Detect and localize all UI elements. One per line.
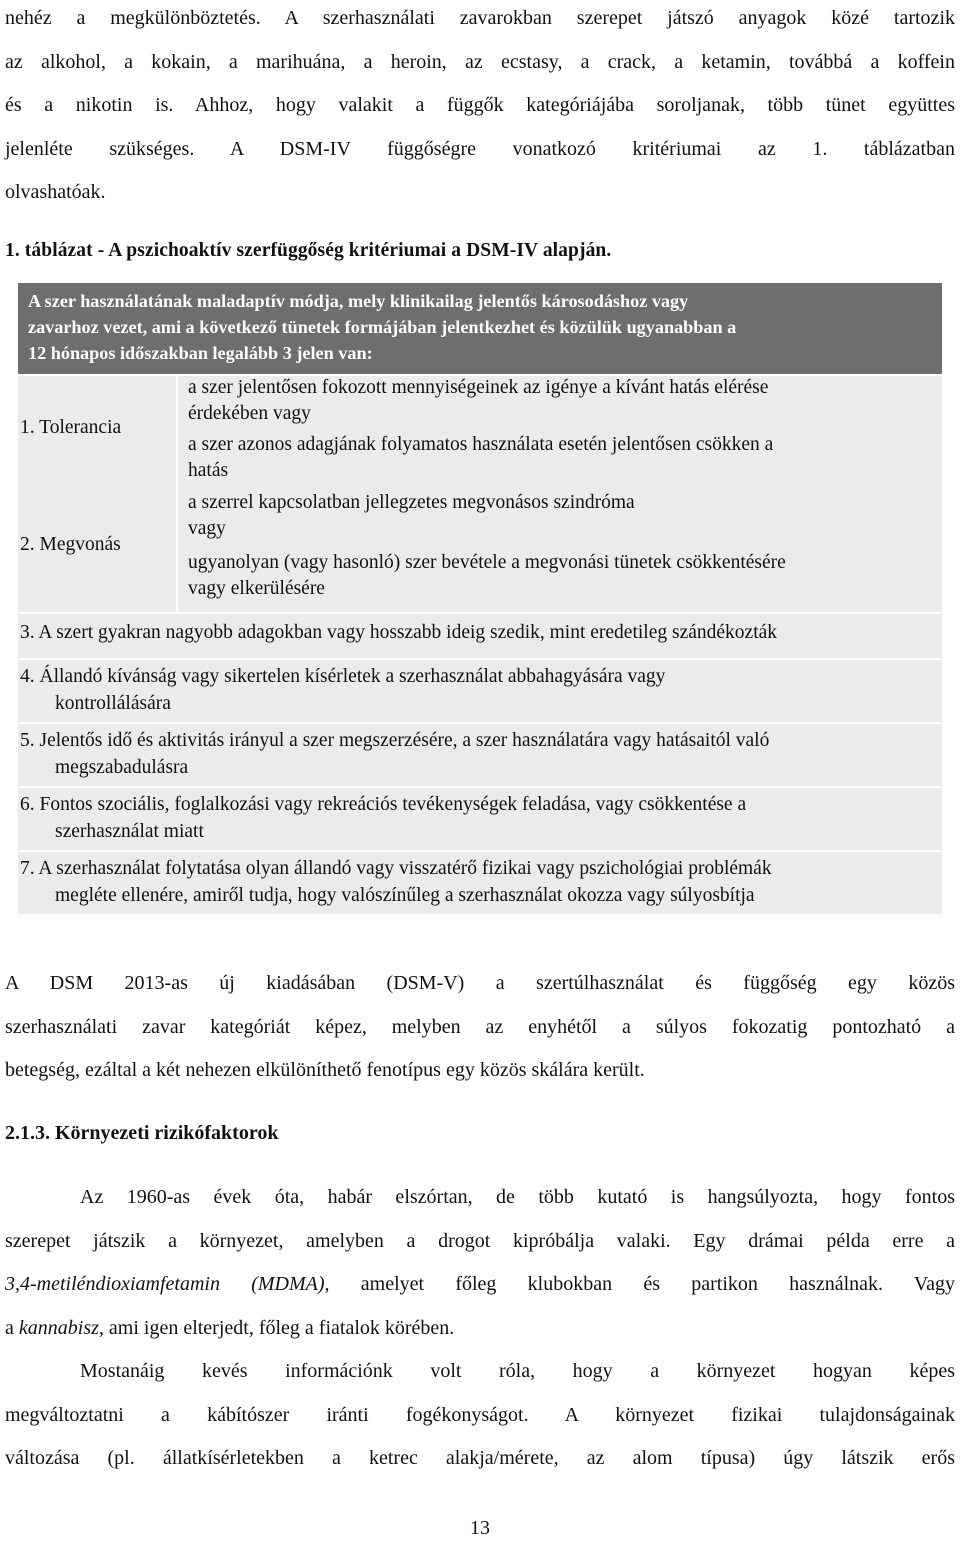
criterion-text-cont: megszabadulásra — [55, 756, 189, 778]
env-line: Mostanáig kevés információnk volt róla, hogy a környezet hogyan képes — [80, 1360, 955, 1382]
environment-paragraph-1 — [5, 1176, 955, 1350]
detail-line: a szer azonos adagjának folyamatos használata esetén jelentősen csökken a — [188, 434, 774, 455]
dsm5-line: betegség, ezáltal a két nehezen elkülöníthető fenotípus egy közös skálára került. — [5, 1059, 645, 1081]
intro-line: és a nikotin is. Ahhoz, hogy valakit a függők kategóriájába soroljanak, több tünet együttes — [5, 94, 955, 116]
intro-line: nehéz a megkülönböztetés. A szerhasználati zavarokban szerepet játszó anyagok közé tartozik — [5, 7, 955, 29]
env-line: szerepet játszik a környezet, amelyben a drogot kipróbálja valaki. Egy drámai példa erre a — [5, 1229, 955, 1252]
dsm5-line: szerhasználati zavar kategóriát képez, melyben az enyhétől a súlyos fokozatig pontozható a — [5, 1015, 955, 1038]
env-line-rest: , ami igen elterjedt, főleg a fiatalok körében. — [98, 1316, 455, 1339]
environment-paragraph-2 — [5, 1350, 955, 1481]
detail-line: vagy — [188, 518, 226, 539]
criterion-text-cont: kontrollálására — [55, 692, 171, 714]
table-header-line: 12 hónapos időszakban legalább 3 jelen van: — [28, 343, 373, 363]
criterion-text-cont: szerhasználat miatt — [55, 820, 204, 842]
env-line — [5, 1307, 955, 1351]
criterion-text: 5. Jelentős idő és aktivitás irányul a szer megszerzésére, a szer használatára vagy hatásaitól való — [20, 730, 770, 751]
env-line-rest: , amelyet főleg klubokban és partikon használnak. Vagy — [324, 1273, 955, 1295]
intro-line: olvashatóak. — [5, 181, 106, 203]
env-line — [5, 1263, 955, 1307]
table-header-line: A szer használatának maladaptív módja, mely klinikailag jelentős károsodáshoz vagy — [28, 291, 689, 311]
page-number: 13 — [470, 1517, 490, 1539]
criteria-details-cell — [178, 376, 942, 612]
criterion-withdrawal: 2. Megvonás — [20, 534, 121, 555]
dsm5-line: A DSM 2013-as új kiadásában (DSM-V) a szertúlhasználat és függőség egy közös — [5, 972, 955, 994]
table-header — [18, 283, 942, 374]
detail-line: hatás — [188, 460, 229, 481]
detail-line: ugyanolyan (vagy hasonló) szer bevétele a megvonási tünetek csökkentésére — [188, 552, 786, 573]
detail-line: a szer jelentősen fokozott mennyiségeinek az igénye a kívánt hatás elérése — [188, 377, 769, 398]
env-line: Az 1960-as évek óta, habár elszórtan, de több kutató is hangsúlyozta, hogy fontos — [80, 1186, 955, 1208]
criterion-row-5 — [18, 724, 942, 786]
criterion-text: 3. A szert gyakran nagyobb adagokban vagy hosszabb ideig szedik, mint eredetileg szándékozták — [20, 622, 778, 643]
table-header-line: zavarhoz vezet, ami a következő tünetek formájában jelentkezhet és közülük ugyanabban a — [28, 317, 737, 337]
intro-line: az alkohol, a kokain, a marihuána, a heroin, az ecstasy, a crack, a ketamin, továbbá a koffein — [5, 50, 955, 73]
detail-line: vagy elkerülésére — [188, 578, 325, 599]
criteria-table — [18, 283, 942, 914]
criterion-row-4 — [18, 660, 942, 722]
criterion-row-3 — [18, 614, 942, 658]
cannabis-term: kannabisz — [18, 1316, 99, 1339]
criteria-labels-cell — [18, 376, 176, 612]
criterion-text-cont: megléte ellenére, amiről tudja, hogy valószínűleg a szerhasználat okozza vagy súlyosbítja — [55, 884, 755, 906]
criterion-tolerance: 1. Tolerancia — [20, 417, 122, 438]
criteria-detail-block — [18, 376, 942, 612]
dsm5-paragraph — [5, 962, 955, 1093]
mdma-term: 3,4-metiléndioxiamfetamin (MDMA) — [5, 1273, 325, 1295]
intro-paragraph — [5, 0, 955, 215]
table-caption: 1. táblázat - A pszichoaktív szerfüggőség kritériumai a DSM-IV alapján. — [5, 240, 612, 261]
criterion-row-6 — [18, 788, 942, 850]
env-line-pre: a — [5, 1316, 19, 1339]
detail-line: a szerrel kapcsolatban jellegzetes megvonásos szindróma — [188, 492, 635, 513]
criterion-text: 6. Fontos szociális, foglalkozási vagy rekreációs tevékenységek feladása, vagy csökkentése a — [20, 794, 747, 815]
intro-line: jelenléte szükséges. A DSM-IV függőségre vonatkozó kritériumai az 1. táblázatban — [5, 137, 955, 160]
criterion-row-7 — [18, 852, 942, 914]
env-line: változása (pl. állatkísérletekben a ketrec alakja/mérete, az alom típusa) úgy látszik erős — [5, 1447, 955, 1469]
section-heading: 2.1.3. Környezeti rizikófaktorok — [5, 1122, 279, 1144]
criterion-text: 4. Állandó kívánság vagy sikertelen kísérletek a szerhasználat abbahagyására vagy — [20, 666, 666, 687]
detail-line: érdekében vagy — [188, 403, 311, 424]
criterion-text: 7. A szerhasználat folytatása olyan állandó vagy visszatérő fizikai vagy pszichológiai problémák — [20, 858, 772, 879]
env-line: megváltoztatni a kábítószer iránti fogékonyságot. A környezet fizikai tulajdonságainak — [5, 1403, 955, 1426]
